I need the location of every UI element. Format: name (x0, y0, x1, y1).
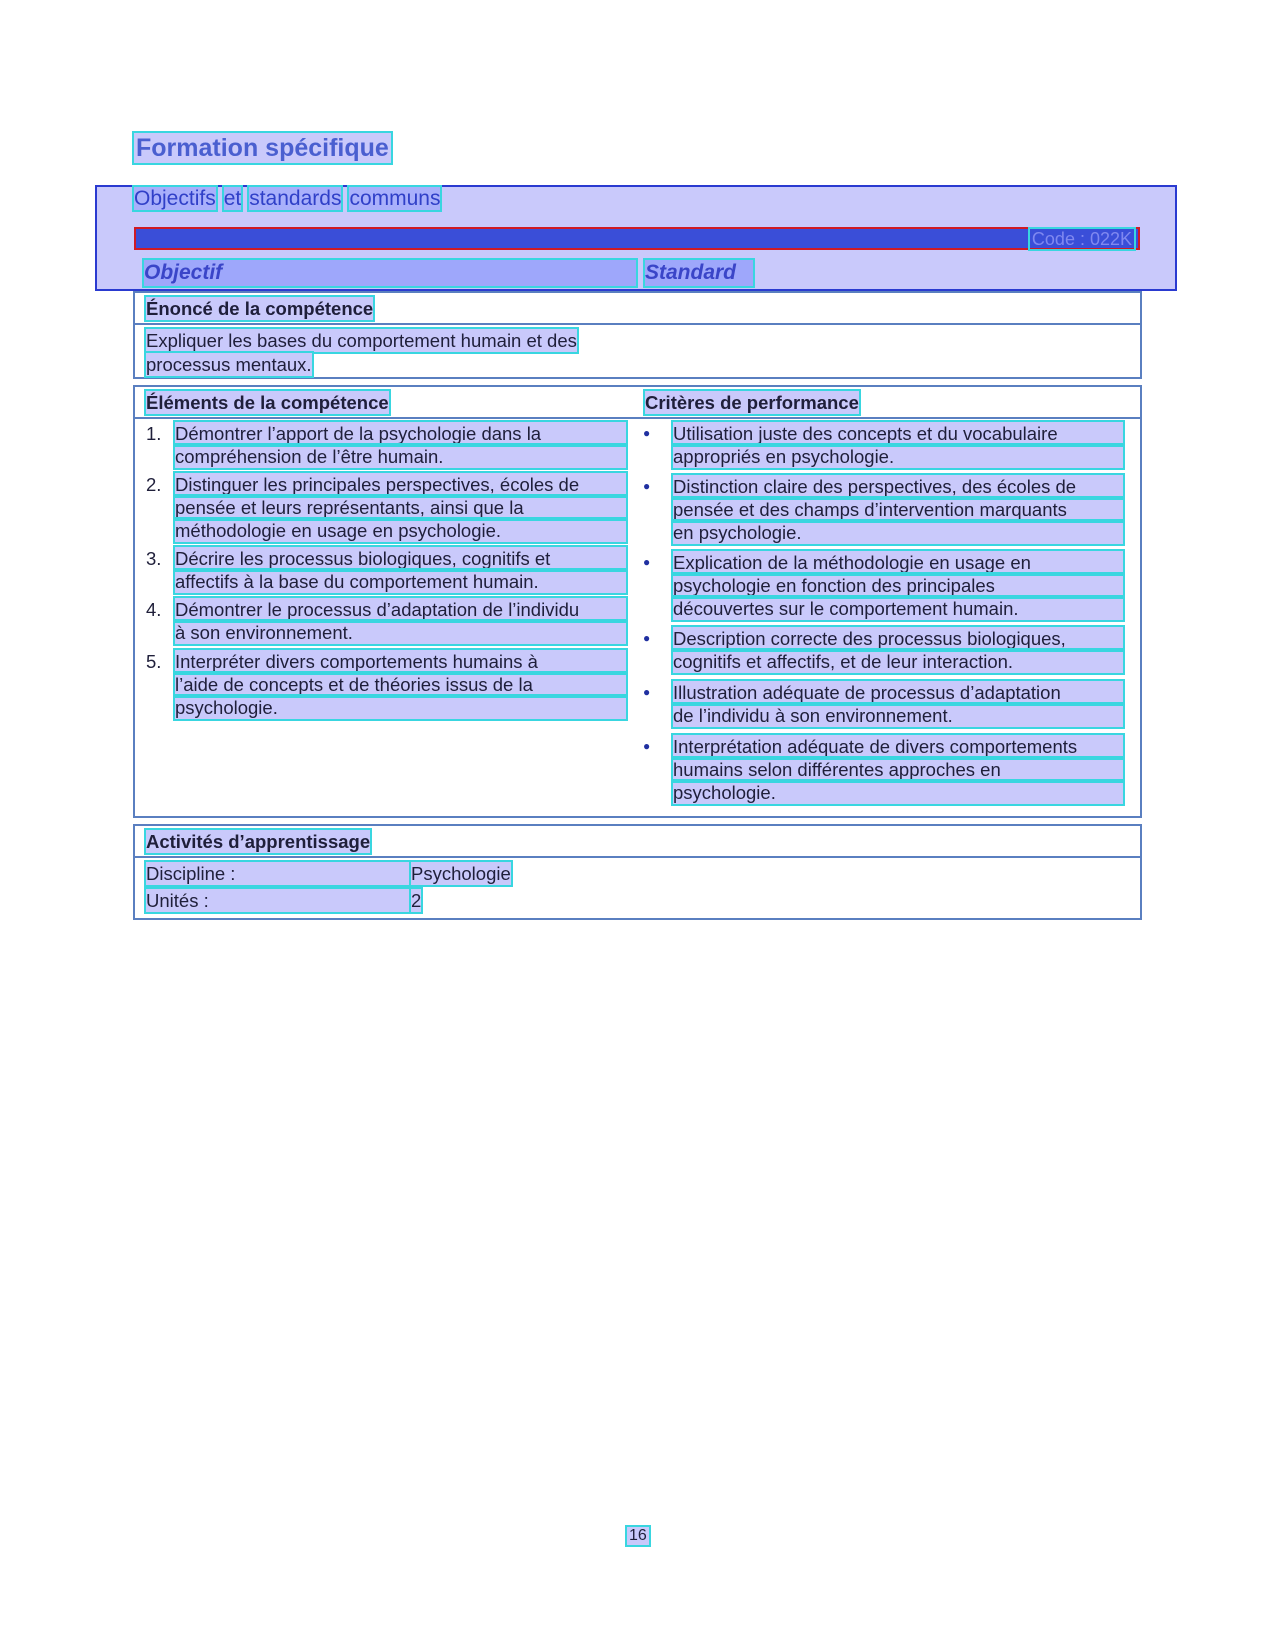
bullet-icon: ● (643, 685, 651, 699)
bullet-icon: ● (643, 555, 651, 569)
bullet-icon: ● (643, 479, 651, 493)
bullet-icon: ● (643, 426, 651, 440)
unites-label: Unités : (146, 889, 411, 912)
discipline-label: Discipline : (146, 862, 411, 885)
criterion-line: Utilisation juste des concepts et du vocabulaire (673, 422, 1123, 445)
element-item (146, 422, 626, 468)
competency-elements-box (133, 385, 1142, 818)
competency-code: Code : 022K (1031, 229, 1132, 249)
criterion-line: psychologie. (673, 781, 1123, 804)
criterion-line: Explication de la méthodologie en usage en (673, 551, 1123, 574)
element-line: Démontrer l’apport de la psychologie dans la (175, 422, 626, 445)
criterion-line: appropriés en psychologie. (673, 445, 1123, 468)
element-line: à son environnement. (175, 621, 626, 644)
bullet-icon: ● (643, 739, 651, 753)
criterion-line: cognitifs et affectifs, et de leur interaction. (673, 650, 1123, 673)
enonce-header (135, 293, 1140, 325)
element-line: pensée et leurs représentants, ainsi que la (175, 496, 626, 519)
element-line: Interpréter divers comportements humains à (175, 650, 626, 673)
criteria-heading: Critères de performance (645, 392, 859, 413)
enonce-heading: Énoncé de la compétence (146, 298, 374, 319)
criterion-line: en psychologie. (673, 521, 1123, 544)
element-number: 3. (146, 548, 162, 569)
enonce-text-line: processus mentaux. (146, 354, 312, 375)
element-item (146, 473, 626, 542)
subtitle-word: Objectifs (134, 187, 216, 210)
code-bar (134, 227, 1140, 250)
criterion-line: Illustration adéquate de processus d’adaptation (673, 681, 1123, 704)
criterion-item (643, 627, 1123, 673)
activities-header (135, 826, 1140, 858)
column-header-objectif: Objectif (144, 260, 636, 286)
criterion-line: psychologie en fonction des principales (673, 574, 1123, 597)
criterion-line: pensée et des champs d’intervention marquants (673, 498, 1123, 521)
subtitle-word: et (223, 187, 242, 210)
element-item (146, 547, 626, 593)
element-item (146, 598, 626, 644)
criterion-item (643, 422, 1123, 468)
criterion-line: de l’individu à son environnement. (673, 704, 1123, 727)
criterion-line: Distinction claire des perspectives, des écoles de (673, 475, 1123, 498)
elements-header-row (135, 387, 1140, 419)
criterion-item (643, 735, 1123, 804)
page-title: Formation spécifique (136, 134, 389, 162)
element-line: compréhension de l’être humain. (175, 445, 626, 468)
element-number: 5. (146, 651, 162, 672)
element-line: psychologie. (175, 696, 626, 719)
criterion-item (643, 551, 1123, 620)
elements-heading: Éléments de la compétence (146, 392, 389, 413)
bullet-icon: ● (643, 631, 651, 645)
enonce-box (133, 291, 1142, 379)
element-line: affectifs à la base du comportement humain. (175, 570, 626, 593)
criterion-line: Description correcte des processus biologiques, (673, 627, 1123, 650)
element-line: Distinguer les principales perspectives, écoles de (175, 473, 626, 496)
activities-box (133, 824, 1142, 920)
element-item (146, 650, 626, 719)
element-line: Décrire les processus biologiques, cognitifs et (175, 547, 626, 570)
element-number: 1. (146, 423, 162, 444)
unites-value: 2 (411, 890, 422, 911)
discipline-value: Psychologie (411, 863, 511, 884)
column-header-standard: Standard (645, 260, 753, 286)
subtitle-word: communs (349, 187, 441, 210)
element-line: l’aide de concepts et de théories issus de la (175, 673, 626, 696)
element-number: 2. (146, 474, 162, 495)
enonce-text-line: Expliquer les bases du comportement humain et des (146, 330, 577, 351)
element-line: Démontrer le processus d’adaptation de l’individu (175, 598, 626, 621)
page-number: 16 (629, 1527, 647, 1544)
criterion-line: humains selon différentes approches en (673, 758, 1123, 781)
criterion-item (643, 681, 1123, 727)
section-subtitle (134, 186, 448, 212)
subtitle-word: standards (249, 187, 342, 210)
element-line: méthodologie en usage en psychologie. (175, 519, 626, 542)
criterion-item (643, 475, 1123, 544)
criterion-line: Interprétation adéquate de divers comportements (673, 735, 1123, 758)
criterion-line: découvertes sur le comportement humain. (673, 597, 1123, 620)
activities-heading: Activités d’apprentissage (146, 831, 371, 852)
element-number: 4. (146, 599, 162, 620)
